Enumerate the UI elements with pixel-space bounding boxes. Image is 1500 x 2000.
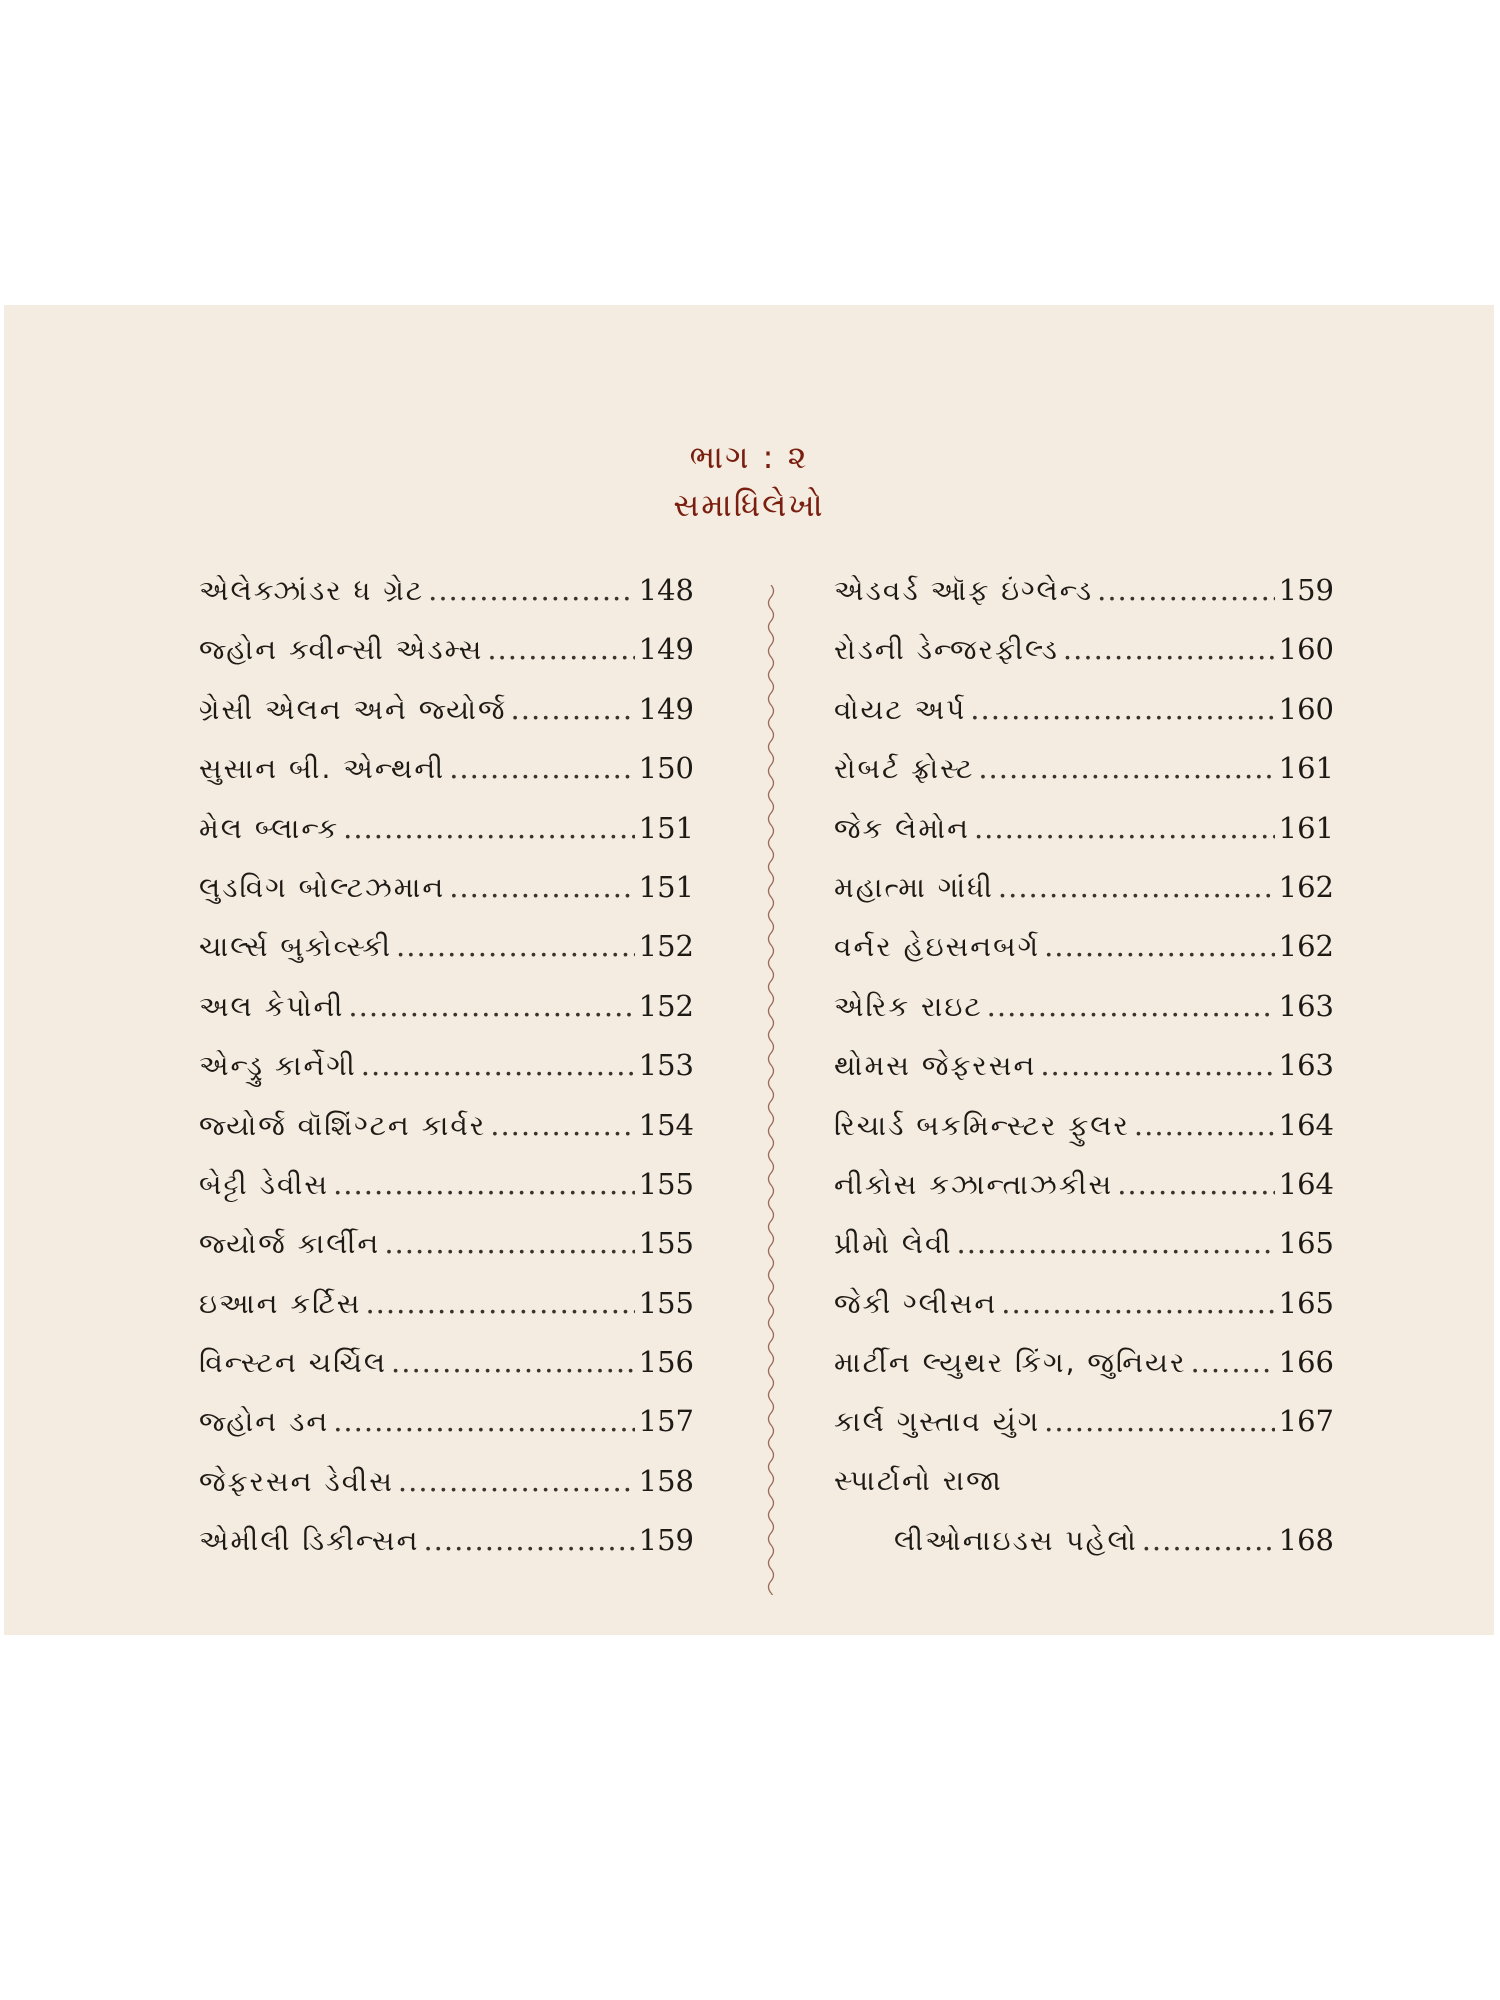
- toc-entry: [834, 751, 1334, 810]
- toc-entry: [834, 1523, 1334, 1582]
- dot-leader: [1097, 573, 1275, 607]
- toc-entry: [199, 1167, 694, 1226]
- dot-leader: [1001, 1286, 1274, 1320]
- toc-entry-name: અલ કેપોની: [199, 989, 345, 1023]
- toc-entry: [834, 1048, 1334, 1107]
- toc-entry-name: જ્યોર્જ વૉશિંગ્ટન કાર્વર: [199, 1108, 487, 1142]
- dot-leader: [487, 632, 634, 666]
- toc-entry: [834, 1404, 1334, 1463]
- dot-leader: [365, 1286, 634, 1320]
- toc-entry-name: પ્રીમો લેવી: [834, 1227, 953, 1261]
- dot-leader: [490, 1108, 634, 1142]
- toc-entry: [199, 1286, 694, 1345]
- toc-entry-page: 148: [638, 573, 694, 607]
- toc-entry: [834, 1286, 1334, 1345]
- toc-entry-name: બેટ્ટી ડેવીસ: [199, 1167, 330, 1201]
- toc-entry-name: જેફરસન ડેવીસ: [199, 1464, 394, 1498]
- toc-entry: [834, 573, 1334, 632]
- toc-entry: [199, 1523, 694, 1582]
- toc-entry: [199, 929, 694, 988]
- toc-entry-name: એન્ડ્રુ કાર્નેગી: [199, 1049, 357, 1083]
- toc-entry-name: એરિક રાઇટ: [834, 989, 983, 1023]
- toc-entry: [199, 1345, 694, 1404]
- dot-leader: [1044, 929, 1275, 963]
- toc-entry-page: 165: [1278, 1226, 1334, 1261]
- toc-entry-page: 161: [1278, 751, 1334, 786]
- toc-entry: [199, 1048, 694, 1107]
- toc-entry-page: 163: [1278, 988, 1334, 1023]
- toc-entry-name: એલેક્ઝાંડર ધ ગ્રેટ: [199, 574, 425, 607]
- toc-entry-name: વિન્સ્ટન ચર્ચિલ: [199, 1346, 388, 1380]
- dot-leader: [1134, 1108, 1275, 1142]
- dot-leader: [1117, 1167, 1274, 1201]
- toc-entry-name: મહાત્મા ગાંધી: [834, 870, 994, 904]
- toc-entry-page: 159: [638, 1523, 694, 1558]
- dot-leader: [1040, 1048, 1274, 1082]
- toc-entry: [834, 1464, 1334, 1523]
- toc-entry: [199, 1108, 694, 1167]
- toc-entry-name: મેલ બ્લાન્ક: [199, 811, 340, 845]
- dot-leader: [1044, 1404, 1275, 1438]
- dot-leader: [343, 811, 635, 845]
- toc-entry-name: લુડવિગ બોલ્ટઝમાન: [199, 870, 446, 904]
- toc-entry-page: 158: [638, 1463, 694, 1498]
- dot-leader: [1063, 632, 1275, 666]
- toc-entry-name: જ્હોન ક્વીન્સી એડમ્સ: [199, 633, 484, 667]
- toc-entry-page: 159: [1278, 573, 1334, 607]
- dot-leader: [428, 573, 635, 607]
- dot-leader: [970, 692, 1274, 726]
- toc-entry-page: 164: [1278, 1107, 1334, 1142]
- dot-leader: [449, 870, 634, 904]
- dot-leader: [391, 1345, 635, 1379]
- toc-entry-name: ગ્રેસી એલન અને જ્યોર્જ: [199, 692, 507, 726]
- toc-entry-page: 149: [638, 632, 694, 667]
- toc-entry-page: 160: [1278, 632, 1334, 667]
- dot-leader: [987, 989, 1275, 1023]
- toc-entry-page: 165: [1278, 1285, 1334, 1320]
- toc-entry-name: જ્યોર્જ કાર્લીન: [199, 1227, 381, 1261]
- dot-leader: [1142, 1523, 1275, 1557]
- toc-entry-name: વોયટ અર્પ: [834, 692, 967, 726]
- toc-entry-page: 155: [638, 1226, 694, 1261]
- toc-entry-name: જેક લેમોન: [834, 811, 970, 845]
- toc-entry-name: નીકોસ કઝાન્તાઝકીસ: [834, 1167, 1114, 1201]
- toc-left-column: [199, 573, 694, 1583]
- toc-right-column: [834, 573, 1334, 1583]
- toc-entry-name: વર્નર હેઇસનબર્ગ: [834, 930, 1041, 964]
- toc-entry-name: જેકી ગ્લીસન: [834, 1286, 998, 1320]
- toc-entry-page: 168: [1278, 1523, 1334, 1558]
- toc-entry: [199, 692, 694, 751]
- toc-entry-name: માર્ટીન લ્યુથર કિંગ, જુનિયર: [834, 1346, 1187, 1380]
- section-title: સમાધિલેખો: [673, 486, 825, 524]
- dot-leader: [956, 1226, 1274, 1260]
- toc-entry-page: 149: [638, 691, 694, 726]
- toc-entry-page: 162: [1278, 869, 1334, 904]
- dot-leader: [396, 929, 635, 963]
- toc-entry-name: રિચાર્ડ બકમિન્સ્ટર ફુલર: [834, 1108, 1130, 1142]
- toc-entry: [199, 751, 694, 810]
- toc-entry: [834, 632, 1334, 691]
- toc-entry-name: એમીલી ડિકીન્સન: [199, 1524, 420, 1558]
- dot-leader: [978, 751, 1274, 785]
- toc-entry-name: રોડની ડેન્જરફીલ્ડ: [834, 633, 1059, 667]
- toc-entry: [834, 929, 1334, 988]
- toc-entry-name: કાર્લ ગુસ્તાવ યુંગ: [834, 1405, 1041, 1439]
- book-page: [4, 305, 1494, 1635]
- toc-entry-name: ઇઆન કર્ટિસ: [199, 1286, 362, 1320]
- toc-entry: [834, 870, 1334, 929]
- toc-entry-name: એડવર્ડ ઑફ ઇંગ્લેન્ડ: [834, 574, 1094, 607]
- toc-entry-page: 157: [638, 1404, 694, 1439]
- toc-entry-page: 163: [1278, 1048, 1334, 1083]
- dot-leader: [1190, 1345, 1274, 1379]
- toc-entry-name: સ્પાર્ટાનો રાજા: [834, 1463, 1003, 1497]
- toc-entry: [199, 1226, 694, 1285]
- toc-entry-page: 150: [638, 751, 694, 786]
- toc-entry: [834, 811, 1334, 870]
- toc-entry-page: 151: [638, 869, 694, 904]
- toc-entry: [199, 1404, 694, 1463]
- dot-leader: [384, 1226, 634, 1260]
- toc-entry-page: 154: [638, 1107, 694, 1142]
- dot-leader: [361, 1048, 635, 1082]
- toc-entry-name: ચાર્લ્સ બુકોવ્સ્કી: [199, 930, 393, 964]
- toc-entry-page: 161: [1278, 810, 1334, 845]
- toc-entry-name: રોબર્ટ ફ્રોસ્ટ: [834, 752, 975, 786]
- dot-leader: [348, 989, 634, 1023]
- dot-leader: [333, 1167, 635, 1201]
- dot-leader: [449, 751, 634, 785]
- toc-entry-page: 155: [638, 1285, 694, 1320]
- toc-entry-page: 152: [638, 988, 694, 1023]
- toc-entry-page: 156: [638, 1345, 694, 1380]
- toc-entry: [834, 1345, 1334, 1404]
- wavy-divider: [764, 585, 778, 1595]
- toc-entry: [199, 870, 694, 929]
- toc-entry: [199, 989, 694, 1048]
- dot-leader: [423, 1523, 634, 1557]
- toc-entry: [199, 811, 694, 870]
- toc-entry: [199, 1464, 694, 1523]
- toc-entry: [199, 632, 694, 691]
- toc-entry-page: 166: [1278, 1345, 1334, 1380]
- toc-entry-name: થોમસ જેફરસન: [834, 1049, 1037, 1083]
- toc-entry-page: 152: [638, 929, 694, 964]
- toc-entry: [834, 692, 1334, 751]
- toc-entry-page: 160: [1278, 691, 1334, 726]
- toc-entry-name: સુસાન બી. એન્થની: [199, 752, 446, 786]
- toc-entry-page: 164: [1278, 1166, 1334, 1201]
- part-label: ભાગ : ૨: [689, 438, 809, 476]
- toc-entry-name: જ્હોન ડન: [199, 1405, 330, 1439]
- toc-entry-page: 151: [638, 810, 694, 845]
- toc-entry-page: 167: [1278, 1404, 1334, 1439]
- toc-entry: [834, 989, 1334, 1048]
- toc-entry-page: 155: [638, 1166, 694, 1201]
- dot-leader: [398, 1464, 635, 1498]
- toc-entry-name: લીઓનાઇડસ પહેલો: [894, 1524, 1138, 1558]
- dot-leader: [998, 870, 1275, 904]
- toc-entry-page: 162: [1278, 929, 1334, 964]
- toc-entry-page: 153: [638, 1048, 694, 1083]
- dot-leader: [333, 1404, 634, 1438]
- toc-entry: [834, 1108, 1334, 1167]
- dot-leader: [511, 692, 635, 726]
- dot-leader: [974, 811, 1275, 845]
- toc-entry: [199, 573, 694, 632]
- section-heading: [4, 435, 1494, 531]
- toc-entry: [834, 1167, 1334, 1226]
- toc-entry: [834, 1226, 1334, 1285]
